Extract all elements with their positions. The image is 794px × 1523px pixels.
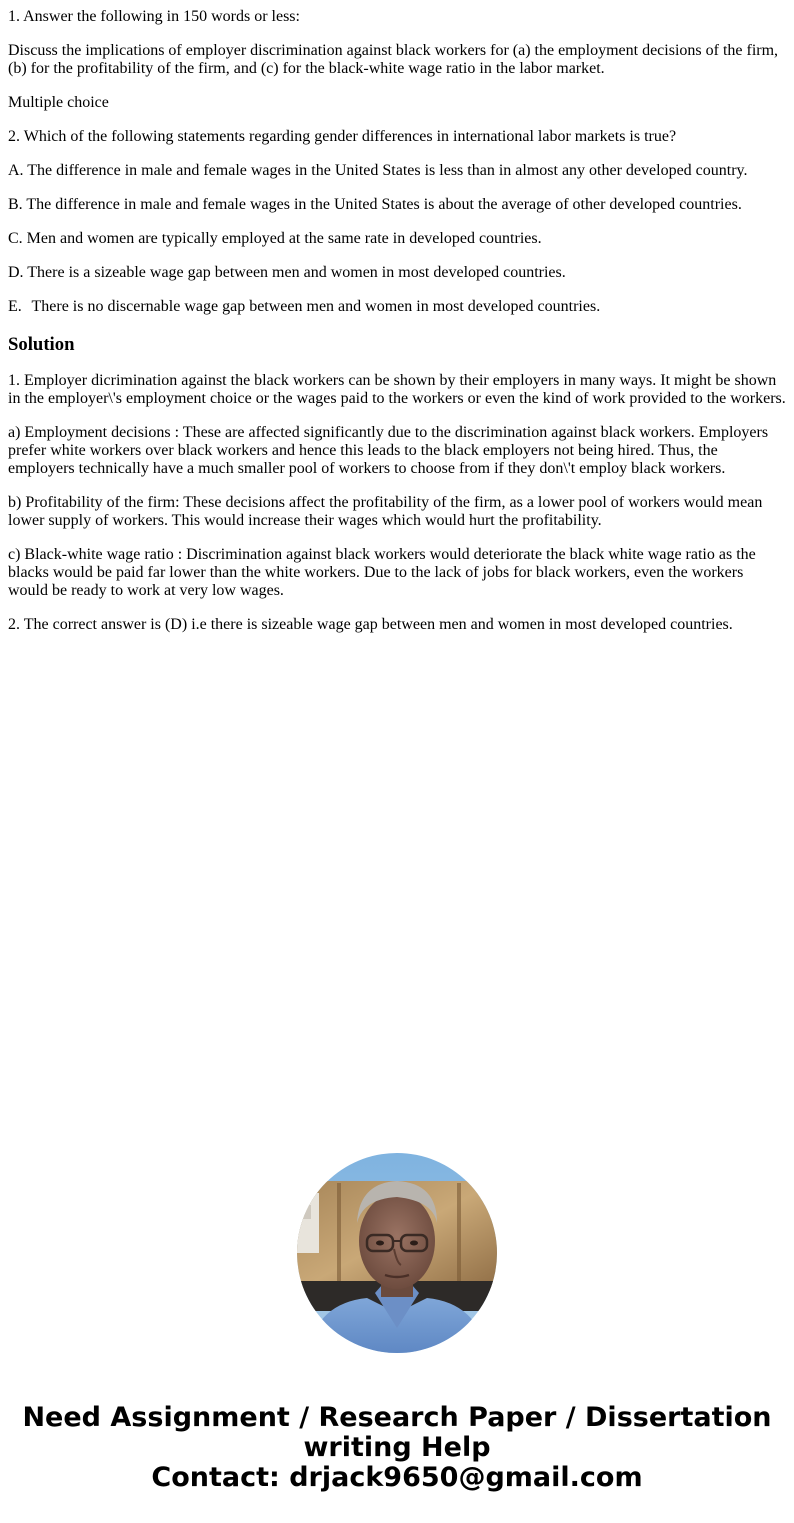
section-label-multiple-choice: Multiple choice: [8, 94, 109, 111]
solution-paragraph-b: b) Profitability of the firm: These decisions affect the profitability of the firm, as a lower pool of workers would mean lower supply of workers. This would increase their wages which would hurt the profitability.: [8, 494, 763, 529]
option-text: The difference in male and female wages in the United States is about the average of other developed countries.: [26, 196, 742, 213]
solution-paragraph-a: a) Employment decisions : These are affected significantly due to the discrimination against black workers. Employers prefer white workers over black workers and hence this leads to the black employers not being hired. Thus, the employers technically have a much smaller pool of workers to choose from if they don\'t employ black workers.: [8, 424, 769, 477]
solution-paragraph-1: 1. Employer dicrimination against the black workers can be shown by their employers in many ways. It might be shown in the employer\'s employment choice or the wages paid to the workers or even the kind of work provided to the workers.: [8, 372, 786, 407]
solution-paragraph-2: 2. The correct answer is (D) i.e there is sizeable wage gap between men and women in most developed countries.: [8, 616, 733, 633]
option-text: There is a sizeable wage gap between men and women in most developed countries.: [27, 264, 566, 281]
option-text: The difference in male and female wages in the United States is less than in almost any other developed country.: [27, 162, 748, 179]
option-d: [8, 264, 786, 282]
tutor-portrait-icon: [297, 1153, 497, 1353]
question-2-prompt: 2. Which of the following statements regarding gender differences in international labor markets is true?: [8, 128, 677, 145]
promo-banner: [0, 1403, 794, 1493]
option-letter: A.: [8, 162, 24, 179]
option-letter: B.: [8, 196, 23, 213]
question-1-prompt: Discuss the implications of employer discrimination against black workers for (a) the employment decisions of the firm, (b) for the profitability of the firm, and (c) for the black-white wage ratio in the labor market.: [8, 42, 779, 77]
promo-line-1: Need Assignment / Research Paper / Dissertation: [22, 1402, 772, 1433]
promo-line-2: writing Help: [303, 1432, 491, 1463]
solution-paragraph-c: c) Black-white wage ratio : Discrimination against black workers would deteriorate the black white wage ratio as the blacks would be paid far lower than the white workers. Due to the lack of jobs for black workers, even the workers would be ready to work at very low wages.: [8, 546, 756, 599]
option-text: Men and women are typically employed at the same rate in developed countries.: [26, 230, 542, 247]
document-content: [0, 0, 794, 634]
option-letter: D.: [8, 264, 24, 281]
avatar: [297, 1153, 497, 1353]
option-c: [8, 230, 786, 248]
option-e: [8, 298, 786, 316]
promo-contact: Contact: drjack9650@gmail.com: [151, 1462, 643, 1493]
option-b: [8, 196, 786, 214]
question-1-intro: 1. Answer the following in 150 words or less:: [8, 8, 300, 25]
option-letter: C.: [8, 230, 23, 247]
solution-heading: Solution: [8, 334, 75, 355]
option-letter: E.: [8, 298, 22, 315]
option-text: There is no discernable wage gap between men and women in most developed countries.: [31, 298, 601, 315]
option-a: [8, 162, 786, 180]
